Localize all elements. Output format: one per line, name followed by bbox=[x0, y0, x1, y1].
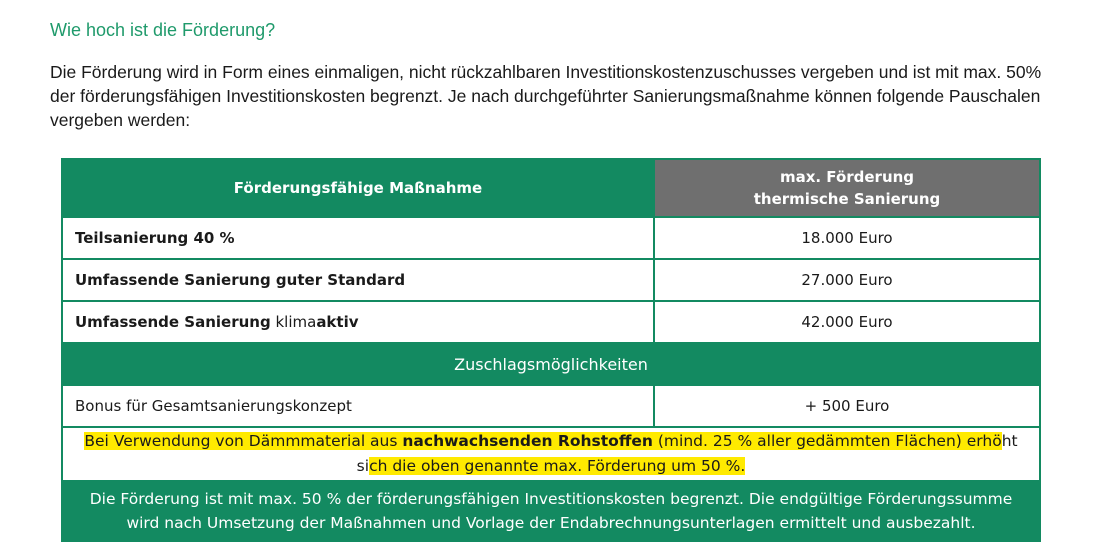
row-value: 42.000 Euro bbox=[654, 301, 1040, 343]
row-label bbox=[62, 301, 654, 343]
note-part5: si bbox=[356, 457, 370, 475]
row-label: Teilsanierung 40 % bbox=[62, 217, 654, 259]
footer-row bbox=[62, 481, 1040, 541]
footer-line2: wird nach Umsetzung der Maßnahmen und Vorlage der Endabrechnungsunterlagen ermittelt und ausbezahlt. bbox=[126, 514, 976, 532]
row-label: Umfassende Sanierung guter Standard bbox=[62, 259, 654, 301]
footer-note bbox=[62, 481, 1040, 541]
renewable-note bbox=[62, 427, 1040, 481]
table-row bbox=[62, 301, 1040, 343]
row-label-bold2: aktiv bbox=[316, 313, 359, 331]
note-highlight-1 bbox=[84, 432, 1001, 450]
table-row bbox=[62, 259, 1040, 301]
row-value: 18.000 Euro bbox=[654, 217, 1040, 259]
funding-table bbox=[61, 158, 1041, 542]
intro-paragraph: Die Förderung wird in Form eines einmaligen, nicht rückzahlbaren Investitionskostenzuschusses vergeben und ist mit max. 50% der förderungsfähigen Investitionskosten begrenzt. Je nach durchgeführter Sanierungsmaßnahme können folgende Pauschalen vergeben werden: bbox=[50, 62, 1042, 130]
row-label-mid: klima bbox=[270, 313, 317, 331]
note-part3: (mind. 25 % aller gedämmten Flächen) erhö bbox=[652, 432, 1002, 450]
note-highlight-2: ch die oben genannte max. Förderung um 50 %. bbox=[369, 457, 746, 475]
header-max-funding bbox=[654, 159, 1040, 217]
row-value: 27.000 Euro bbox=[654, 259, 1040, 301]
row-label-bold: Umfassende Sanierung bbox=[75, 313, 271, 331]
table-row bbox=[62, 217, 1040, 259]
bonus-label: Bonus für Gesamtsanierungskonzept bbox=[62, 385, 654, 427]
bonus-value: + 500 Euro bbox=[654, 385, 1040, 427]
footer-line1: Die Förderung ist mit max. 50 % der förderungsfähigen Investitionskosten begrenzt. Die endgültige Förderungssumme bbox=[89, 490, 1013, 508]
note-row bbox=[62, 427, 1040, 481]
section-heading: Wie hoch ist die Förderung? bbox=[50, 20, 276, 40]
note-part4: ht bbox=[1001, 432, 1018, 450]
header-measure: Förderungsfähige Maßnahme bbox=[62, 159, 654, 217]
surcharge-band: Zuschlagsmöglichkeiten bbox=[62, 343, 1040, 385]
note-part1: Bei Verwendung von Dämmmaterial aus bbox=[84, 432, 403, 450]
header-max-funding-line1: max. Förderung bbox=[779, 168, 915, 186]
table-header-row bbox=[62, 159, 1040, 217]
note-part2: nachwachsenden Rohstoffen bbox=[402, 432, 653, 450]
header-max-funding-line2: thermische Sanierung bbox=[753, 190, 941, 208]
bonus-row bbox=[62, 385, 1040, 427]
surcharge-band-row bbox=[62, 343, 1040, 385]
